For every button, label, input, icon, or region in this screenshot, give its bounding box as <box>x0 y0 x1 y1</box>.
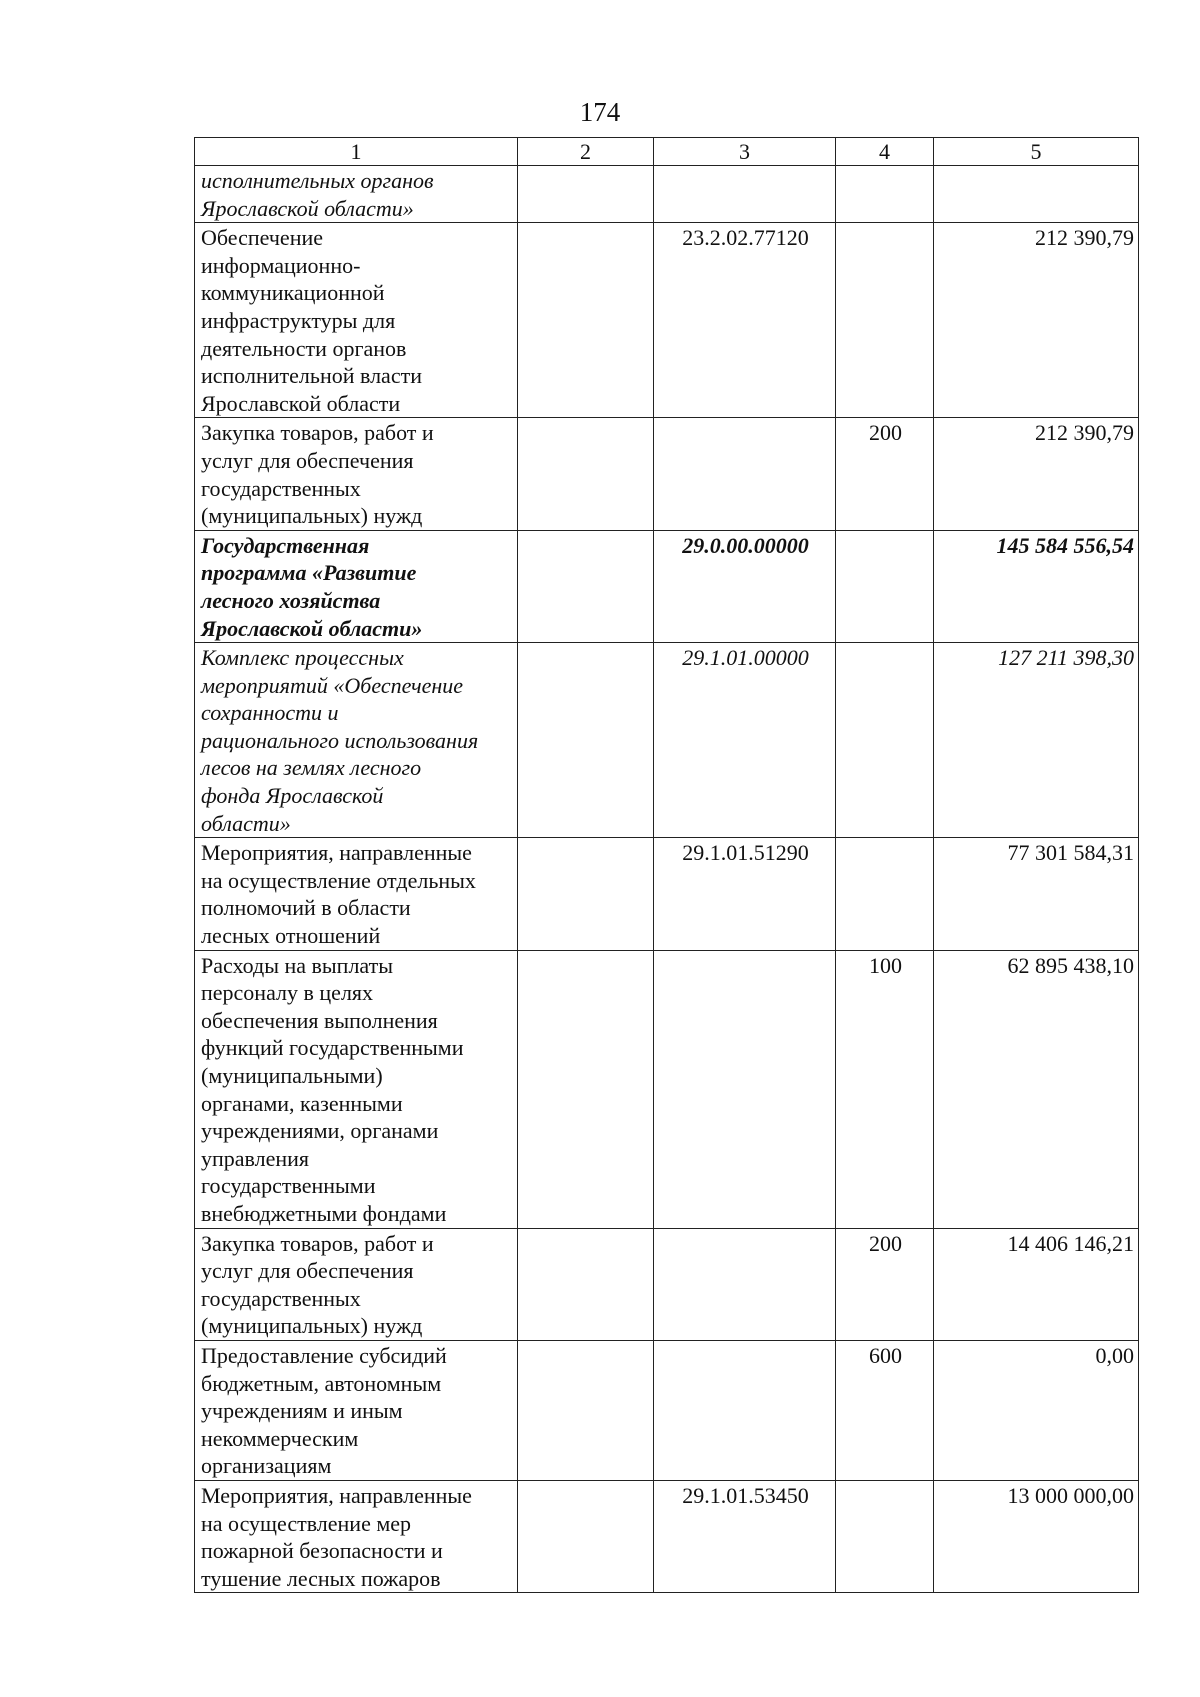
row-code <box>654 166 836 223</box>
row-type <box>836 643 934 838</box>
row-col2 <box>518 643 654 838</box>
header-row <box>195 138 1139 166</box>
header-col-5: 5 <box>934 138 1139 166</box>
row-type: 200 <box>836 1228 934 1340</box>
row-type: 200 <box>836 418 934 530</box>
row-col2 <box>518 223 654 418</box>
row-amount: 212 390,79 <box>934 418 1139 530</box>
row-col2 <box>518 838 654 950</box>
table-row <box>195 418 1139 530</box>
row-amount: 77 301 584,31 <box>934 838 1139 950</box>
row-amount: 13 000 000,00 <box>934 1480 1139 1592</box>
header-col-4: 4 <box>836 138 934 166</box>
row-amount: 212 390,79 <box>934 223 1139 418</box>
row-type <box>836 1480 934 1592</box>
row-amount: 127 211 398,30 <box>934 643 1139 838</box>
header-col-2: 2 <box>518 138 654 166</box>
row-name: Предоставление субсидий бюджетным, автономным учреждениям и иным некоммерческим организациям <box>195 1340 518 1480</box>
row-type <box>836 166 934 223</box>
row-name: Расходы на выплаты персоналу в целях обеспечения выполнения функций государственными (муниципальными) органами, казенными учреждениями, органами управления государственными внебюджетными фондами <box>195 950 518 1228</box>
table-row <box>195 1480 1139 1592</box>
row-col2 <box>518 950 654 1228</box>
row-name: Закупка товаров, работ и услуг для обеспечения государственных (муниципальных) нужд <box>195 418 518 530</box>
row-col2 <box>518 166 654 223</box>
row-col2 <box>518 418 654 530</box>
row-code: 29.0.00.00000 <box>654 530 836 642</box>
row-name: Обеспечение информационно- коммуникационной инфраструктуры для деятельности органов исполнительной власти Ярославской области <box>195 223 518 418</box>
row-type: 100 <box>836 950 934 1228</box>
row-type <box>836 838 934 950</box>
row-type <box>836 223 934 418</box>
row-code <box>654 1228 836 1340</box>
table-row <box>195 1228 1139 1340</box>
row-name: Закупка товаров, работ и услуг для обеспечения государственных (муниципальных) нужд <box>195 1228 518 1340</box>
row-col2 <box>518 1480 654 1592</box>
row-code: 29.1.01.53450 <box>654 1480 836 1592</box>
table-row <box>195 530 1139 642</box>
row-col2 <box>518 1228 654 1340</box>
row-code <box>654 1340 836 1480</box>
row-code: 23.2.02.77120 <box>654 223 836 418</box>
row-name: исполнительных органов Ярославской области» <box>195 166 518 223</box>
table-row <box>195 838 1139 950</box>
budget-table <box>194 137 1139 1593</box>
row-amount: 145 584 556,54 <box>934 530 1139 642</box>
row-amount: 62 895 438,10 <box>934 950 1139 1228</box>
row-name: Государственная программа «Развитие лесного хозяйства Ярославской области» <box>195 530 518 642</box>
row-code <box>654 950 836 1228</box>
row-type: 600 <box>836 1340 934 1480</box>
table-row <box>195 950 1139 1228</box>
row-name: Мероприятия, направленные на осуществление мер пожарной безопасности и тушение лесных пожаров <box>195 1480 518 1592</box>
page-number: 174 <box>579 97 621 127</box>
table-row <box>195 223 1139 418</box>
table-row <box>195 1340 1139 1480</box>
row-col2 <box>518 530 654 642</box>
row-name: Мероприятия, направленные на осуществление отдельных полномочий в области лесных отношений <box>195 838 518 950</box>
row-name: Комплекс процессных мероприятий «Обеспечение сохранности и рационального использования лесов на землях лесного фонда Ярославской области» <box>195 643 518 838</box>
row-code <box>654 418 836 530</box>
row-amount <box>934 166 1139 223</box>
row-code: 29.1.01.00000 <box>654 643 836 838</box>
table-row <box>195 166 1139 223</box>
table-row <box>195 643 1139 838</box>
row-code: 29.1.01.51290 <box>654 838 836 950</box>
row-type <box>836 530 934 642</box>
row-amount: 14 406 146,21 <box>934 1228 1139 1340</box>
row-col2 <box>518 1340 654 1480</box>
row-amount: 0,00 <box>934 1340 1139 1480</box>
header-col-1: 1 <box>195 138 518 166</box>
header-col-3: 3 <box>654 138 836 166</box>
